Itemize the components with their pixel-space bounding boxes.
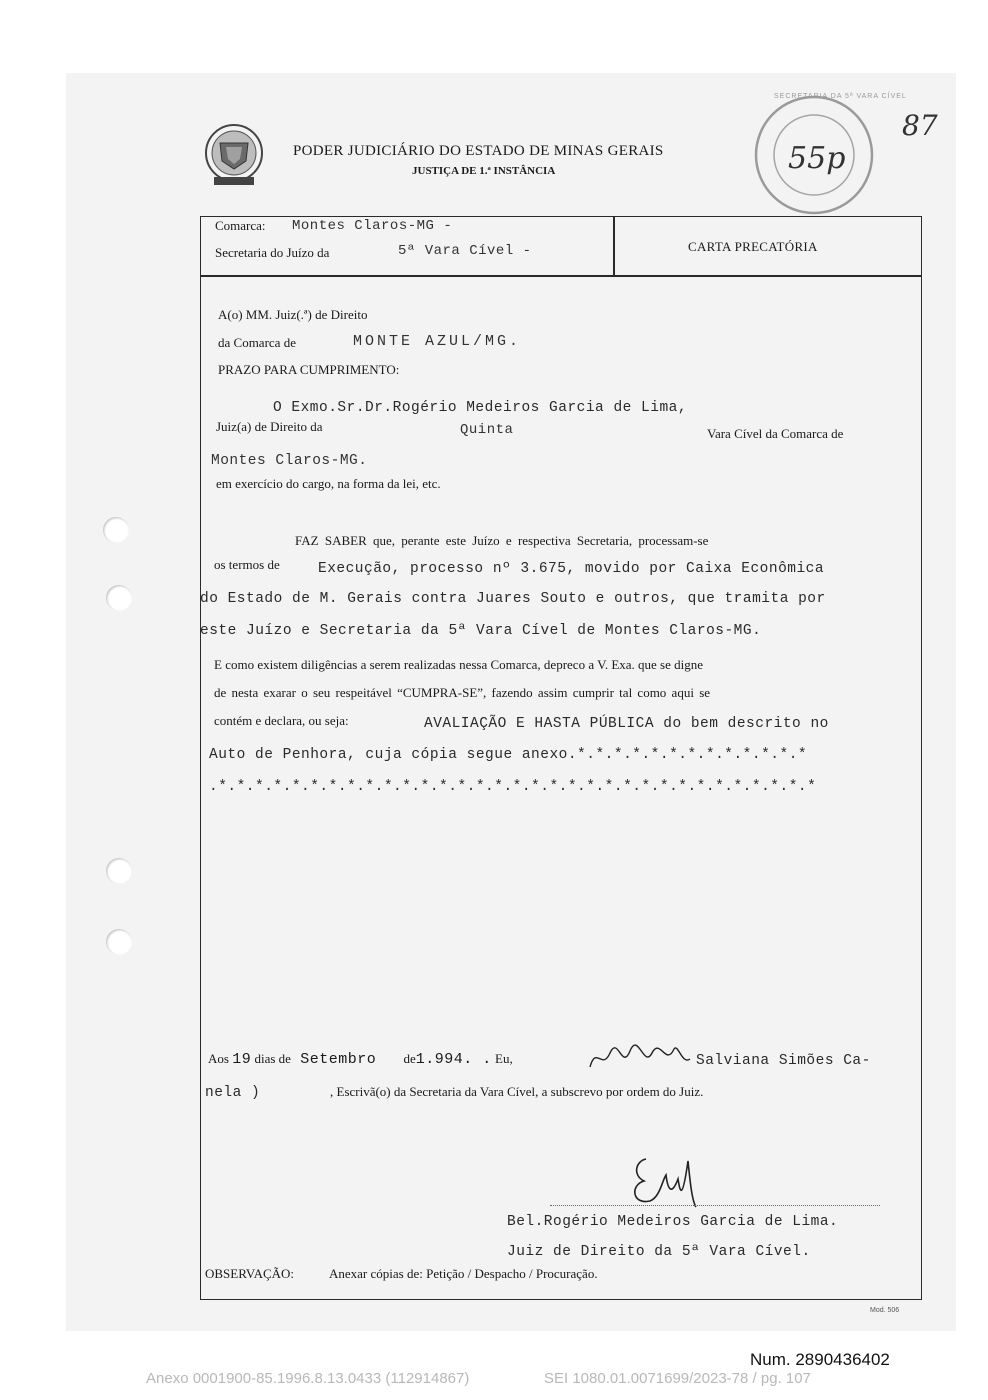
document-type: CARTA PRECATÓRIA — [688, 239, 818, 254]
eu-label: Eu, — [495, 1051, 513, 1066]
aos-label: Aos — [208, 1051, 229, 1066]
judge-signature-name: Bel.Rogério Medeiros Garcia de Lima. — [507, 1214, 839, 1230]
dias-de-label: dias de — [254, 1051, 291, 1066]
judge-signature — [626, 1151, 716, 1211]
closing-month: Setembro — [300, 1051, 377, 1068]
comarca-value: Montes Claros-MG - — [292, 218, 453, 234]
escriva-name: Salviana Simões Ca- — [696, 1053, 871, 1069]
escriva-name-continued: nela ) — [205, 1085, 261, 1101]
observacao-label: OBSERVAÇÃO: — [205, 1266, 295, 1281]
form-code: Mod. 506 — [870, 1307, 900, 1314]
body-line-auto-penhora: Auto de Penhora, cuja cópia segue anexo.*.*.*.*.*.*.*.*.*.*.*.*.* — [209, 747, 808, 763]
coat-of-arms-seal — [200, 121, 268, 189]
body-line-cumpra-se: de nesta exarar o seu respeitável “CUMPRA-SE”, fazendo assim cumprir tal como aqui se — [214, 685, 711, 700]
termos-label: os termos de — [214, 557, 280, 572]
top-box-divider — [200, 275, 922, 277]
escriva-signature — [586, 1041, 696, 1075]
stamp-ring-text: SECRETARIA DA 5ª VARA CÍVEL — [774, 93, 907, 100]
faz-saber-line: FAZ SABER que, perante este Juízo e respectiva Secretaria, processam-se — [295, 533, 709, 548]
handwritten-page-mark: 87 — [902, 109, 938, 142]
closing-year: 1.994. . — [415, 1051, 492, 1068]
prazo-label: PRAZO PARA CUMPRIMENTO: — [218, 362, 400, 377]
body-line-avaliacao: AVALIAÇÃO E HASTA PÚBLICA do bem descrito no — [424, 716, 829, 732]
secretaria-value: 5ª Vara Cível - — [398, 243, 532, 259]
judge-name: O Exmo.Sr.Dr.Rogério Medeiros Garcia de Lima, — [273, 400, 688, 416]
exercicio-text: em exercício do cargo, na forma da lei, etc. — [216, 476, 441, 491]
termos-value: Execução, processo nº 3.675, movido por Caixa Econômica — [318, 561, 825, 577]
closing-day: 19 — [232, 1051, 252, 1068]
stamp-number — [788, 141, 845, 176]
judge-signature-role: Juiz de Direito da 5ª Vara Cível. — [507, 1244, 811, 1260]
addressee-line: A(o) MM. Juiz(.ª) de Direito — [218, 307, 368, 322]
closing-date-line — [208, 1051, 513, 1068]
stamp-number-value: 55 — [788, 141, 827, 176]
stamp-number-suffix: p — [826, 141, 846, 176]
punch-hole — [106, 929, 132, 955]
juiz-label: Juiz(a) de Direito da — [216, 419, 323, 434]
body-line-asterisks: .*.*.*.*.*.*.*.*.*.*.*.*.*.*.*.*.*.*.*.*.*.*.*.*.*.*.*.*.*.*.*.*.* — [209, 779, 817, 795]
punch-hole — [106, 858, 132, 884]
header-title: PODER JUDICIÁRIO DO ESTADO DE MINAS GERAIS — [293, 143, 664, 159]
top-box-vertical — [613, 216, 615, 276]
body-line-diligencias: E como existem diligências a serem realizadas nessa Comarca, depreco a V. Exa. que se digne — [214, 657, 704, 672]
judge-city: Montes Claros-MG. — [211, 453, 368, 469]
comarca-label: Comarca: — [215, 218, 266, 233]
signature-dotted-line — [550, 1205, 880, 1206]
addressee-comarca-value: MONTE AZUL/MG. — [353, 333, 522, 350]
body-line-contem-label: contém e declara, ou seja: — [214, 713, 349, 728]
punch-hole — [106, 585, 132, 611]
escriva-line: , Escrivã(o) da Secretaria da Vara Cível, a subscrevo por ordem do Juiz. — [330, 1084, 704, 1099]
vara-value: Quinta — [460, 422, 514, 438]
secretaria-label: Secretaria do Juízo da — [215, 245, 330, 260]
document-number: Num. 2890436402 — [750, 1350, 890, 1369]
vara-label: Vara Cível da Comarca de — [707, 426, 844, 441]
body-line-estado: do Estado de M. Gerais contra Juares Souto e outros, que tramita por — [200, 591, 826, 607]
header-subtitle: JUSTIÇA DE 1.ª INSTÂNCIA — [412, 165, 556, 177]
footer-right: SEI 1080.01.0071699/2023-78 / pg. 107 — [544, 1370, 811, 1387]
addressee-comarca-label: da Comarca de — [218, 335, 296, 350]
body-line-juizo: este Juízo e Secretaria da 5ª Vara Cível de Montes Claros-MG. — [200, 623, 762, 639]
de-label: de — [403, 1051, 416, 1066]
punch-hole — [103, 517, 129, 543]
footer-left: Anexo 0001900-85.1996.8.13.0433 (112914867) — [146, 1370, 470, 1387]
observacao-text: Anexar cópias de: Petição / Despacho / Procuração. — [329, 1266, 598, 1281]
scanned-page — [66, 73, 956, 1331]
